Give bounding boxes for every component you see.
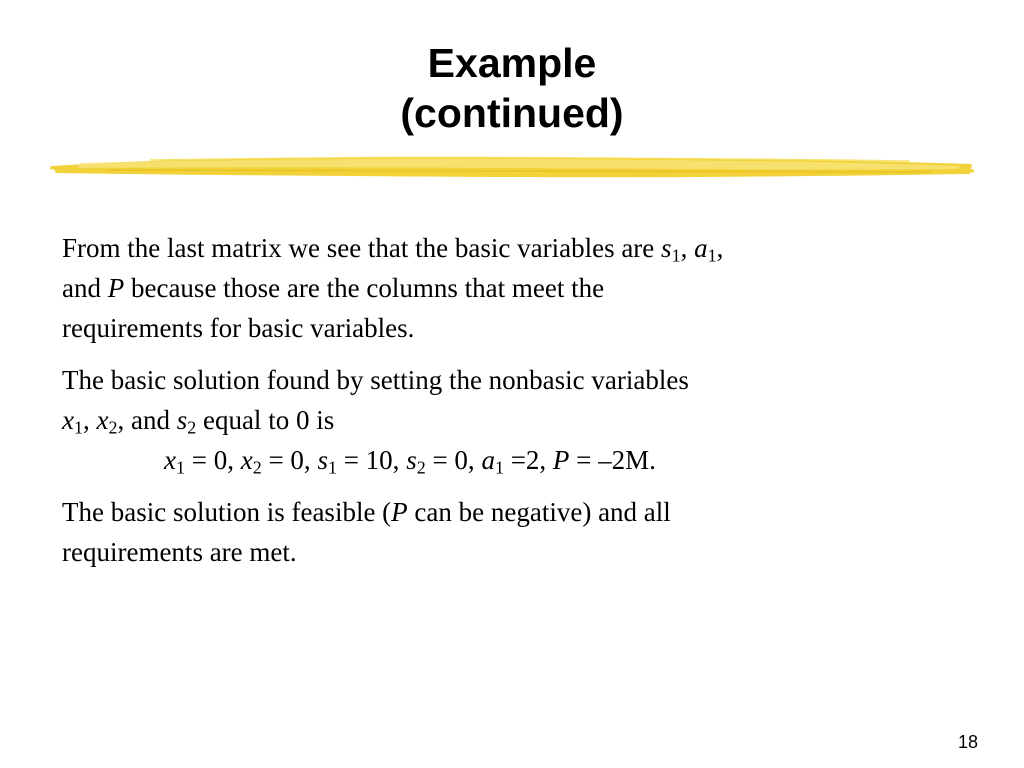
separator: , <box>82 405 97 435</box>
subscript: 2 <box>108 417 118 438</box>
value: = 10, <box>336 445 407 475</box>
var-s: s <box>661 233 672 263</box>
var-s: s <box>406 445 417 475</box>
subscript: 2 <box>252 457 262 478</box>
paragraph-basic-solution <box>62 360 962 480</box>
value: = 0, <box>425 445 482 475</box>
subscript: 1 <box>73 417 83 438</box>
text: requirements for basic variables. <box>62 313 415 343</box>
subscript: 1 <box>707 245 717 266</box>
subscript: 2 <box>187 417 197 438</box>
var-x: x <box>62 405 74 435</box>
var-a: a <box>694 233 708 263</box>
var-P: P <box>107 273 125 303</box>
subscript: 1 <box>494 457 504 478</box>
var-P: P <box>552 445 570 475</box>
var-a: a <box>481 445 495 475</box>
paragraph-feasibility <box>62 492 962 572</box>
separator: , <box>716 233 724 263</box>
var-s: s <box>317 445 328 475</box>
text: because those are the columns that meet the <box>124 273 605 303</box>
paragraph-basic-variables <box>62 228 962 348</box>
var-P: P <box>391 497 408 527</box>
value: = 0, <box>261 445 318 475</box>
text: and <box>62 273 108 303</box>
solution-equation <box>62 445 656 478</box>
var-x: x <box>240 445 253 475</box>
title-line-2: (continued) <box>400 90 624 136</box>
separator: , and <box>117 405 177 435</box>
slide-body <box>62 228 962 572</box>
page-number: 18 <box>957 732 978 752</box>
value: = 0, <box>184 445 241 475</box>
text: requirements are met. <box>62 537 297 567</box>
text: The basic solution found by setting the nonbasic variables <box>62 365 689 395</box>
text: From the last matrix we see that the basic variables are <box>62 233 662 263</box>
subscript: 1 <box>175 457 185 478</box>
text: The basic solution is feasible ( <box>62 497 392 527</box>
var-x: x <box>164 445 176 475</box>
text: equal to 0 is <box>196 405 335 435</box>
subscript: 2 <box>416 457 426 478</box>
subscript: 1 <box>327 457 337 478</box>
text: can be negative) and all <box>407 497 671 527</box>
subscript: 1 <box>671 245 681 266</box>
slide-title <box>0 38 1024 138</box>
title-line-1: Example <box>427 40 597 86</box>
var-s: s <box>176 405 188 435</box>
var-x: x <box>96 405 109 435</box>
separator: , <box>680 233 695 263</box>
value: =2, <box>503 445 553 475</box>
value: = –2M. <box>569 445 656 475</box>
highlighter-stroke-decoration <box>50 148 974 184</box>
